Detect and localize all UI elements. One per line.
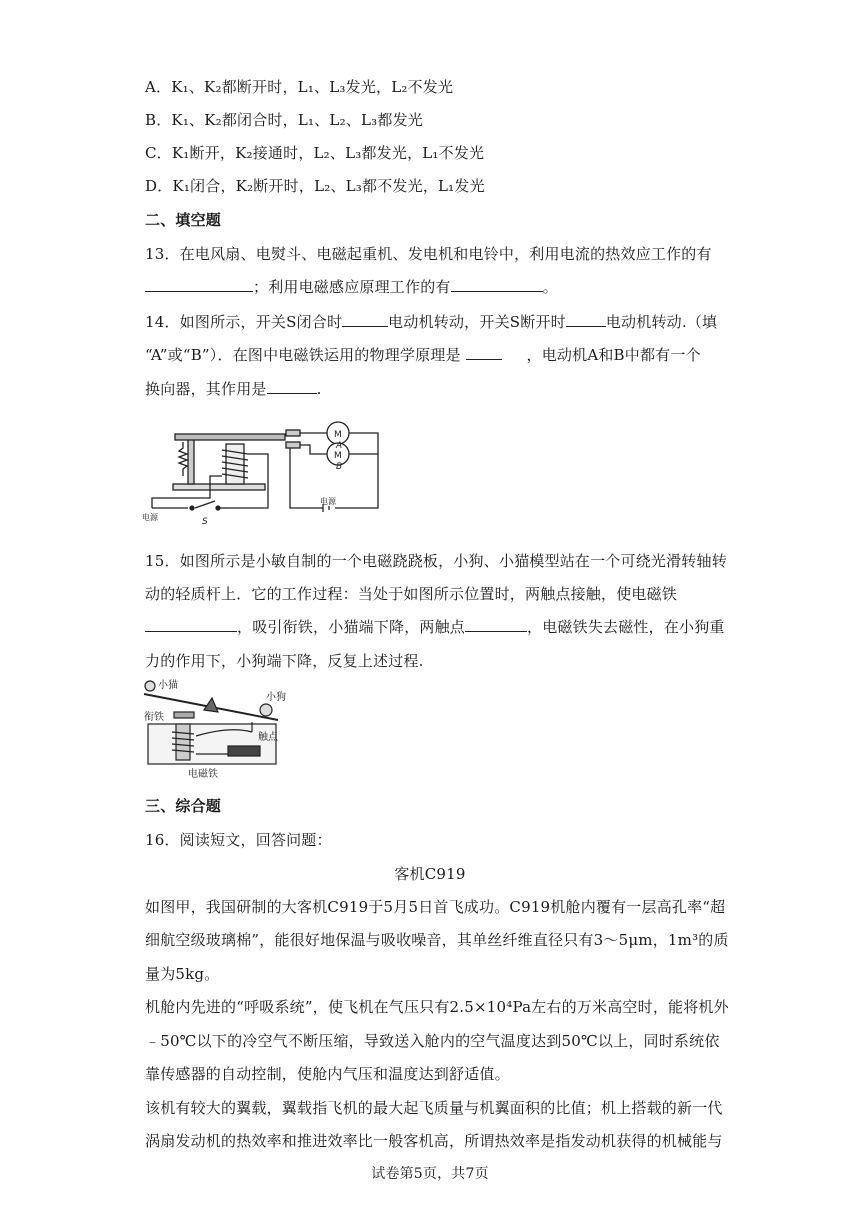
- q13-line1: 13．在电风扇、电熨斗、电磁起重机、发电机和电铃中，利用电流的热效应工作的有: [145, 245, 712, 263]
- switch-contact: [216, 506, 220, 510]
- source-left-label: 电源: [142, 513, 158, 522]
- q14-line3: [145, 378, 322, 399]
- motor-a-symbol: M: [334, 430, 342, 440]
- motor-b-symbol: M: [334, 451, 342, 461]
- pivot-post: [188, 438, 194, 484]
- q14-line2: [145, 344, 701, 365]
- q16-p1-line1: 如图甲，我国研制的大客机C919于5月5日首飞成功。C919机舱内覆有一层高孔率“超: [145, 898, 726, 916]
- relay-circuit-diagram: [140, 408, 385, 528]
- switch-label: S: [202, 517, 208, 527]
- answer-blank: [465, 617, 527, 632]
- armature: [174, 712, 194, 718]
- contact-label: 触点: [258, 732, 278, 743]
- cat-label: 小猫: [158, 680, 178, 691]
- electromagnet-core: [176, 724, 190, 760]
- wire: [152, 476, 222, 508]
- q16-p3-line2: 涡扇发动机的热效率和推进效率比一般客机高，所谓热效率是指发动机获得的机械能与: [145, 1132, 723, 1150]
- wire: [290, 448, 323, 508]
- q15-line1: 15．如图所示是小敏自制的一个电磁跷跷板，小狗、小猫模型站在一个可绕光滑转轴转: [145, 552, 727, 570]
- q14-text: “A”或“B”）．在图中电磁铁运用的物理学原理是: [145, 346, 461, 364]
- base-plate: [173, 484, 265, 490]
- q14-line1: [145, 311, 717, 332]
- motor-a-label: A: [336, 441, 343, 451]
- q14-text: 14．如图所示，开关S闭合时: [145, 313, 343, 331]
- page-footer: 试卷第5页，共7页: [371, 1166, 489, 1182]
- q14-text: 电动机转动，开关S断开时: [388, 313, 566, 331]
- switch-lever: [195, 501, 215, 508]
- option-c: C．K₁断开，K₂接通时，L₂、L₃都发光，L₁不发光: [145, 144, 485, 162]
- section-heading-comprehensive: 三、综合题: [145, 797, 222, 815]
- answer-blank: [342, 312, 388, 327]
- q16-p1-line2: 细航空级玻璃棉”，能很好地保温与吸收噪音，其单丝纤维直径只有3～5μm，1m³的质: [145, 931, 729, 949]
- q15-text: ，吸引衔铁，小猫端下降，两触点: [237, 618, 466, 636]
- answer-blank: [466, 345, 502, 360]
- option-a: A．K₁、K₂都断开时，L₁、L₃发光，L₂不发光: [145, 78, 454, 96]
- pivot: [204, 698, 218, 712]
- q16-intro: 16．阅读短文，回答问题：: [145, 831, 332, 849]
- electromagnet-label: 电磁铁: [188, 769, 218, 780]
- lower-contact: [286, 442, 300, 448]
- dog-label: 小狗: [266, 692, 286, 703]
- base-box: [148, 724, 276, 764]
- answer-blank: [566, 312, 606, 327]
- answer-blank: [451, 277, 543, 292]
- q13-text: ；利用电磁感应原理工作的有: [253, 278, 451, 296]
- source-right-label: 电源: [320, 497, 336, 506]
- upper-contact: [286, 430, 300, 436]
- q16-p1-line3: 量为5kg。: [145, 965, 220, 983]
- answer-blank: [267, 379, 317, 394]
- q15-text: ，电磁铁失去磁性，在小狗重: [527, 618, 725, 636]
- q13-line2: [145, 276, 558, 297]
- q14-text: ，电动机A和B中都有一个: [526, 346, 701, 364]
- answer-blank: [145, 617, 237, 632]
- wire: [349, 433, 378, 454]
- armature-bar: [175, 434, 285, 440]
- option-d: D．K₁闭合，K₂断开时，L₂、L₃都不发光，L₁发光: [145, 177, 485, 195]
- spring: [179, 442, 187, 476]
- q16-p2-line2: ﹣50℃以下的冷空气不断压缩，导致送入舱内的空气温度达到50℃以上，同时系统依: [145, 1032, 720, 1050]
- article-title: 客机C919: [394, 865, 466, 883]
- q15-line4: 力的作用下，小狗端下降，反复上述过程.: [145, 652, 424, 670]
- wire: [300, 445, 327, 454]
- q15-line2: 动的轻质杆上．它的工作过程：当处于如图所示位置时，两触点接触，使电磁铁: [145, 585, 678, 603]
- battery: [228, 746, 260, 756]
- option-b: B．K₁、K₂都闭合时，L₁、L₂、L₃都发光: [145, 111, 423, 129]
- q14-text: 换向器，其作用是: [145, 380, 267, 398]
- seesaw-diagram: [140, 676, 290, 781]
- q15-line3: [145, 616, 725, 637]
- q16-p2-line3: 靠传感器的自动控制，使舱内气压和温度达到舒适值。: [145, 1065, 510, 1083]
- section-heading-fill-blank: 二、填空题: [145, 211, 222, 229]
- answer-blank: [145, 277, 253, 292]
- dog-model: [260, 704, 272, 716]
- switch-contact: [190, 506, 194, 510]
- q16-p2-line1: 机舱内先进的“呼吸系统”，使飞机在气压只有2.5×10⁴Pa左右的万米高空时，能将机外: [145, 998, 729, 1016]
- armature-label: 衔铁: [144, 712, 164, 723]
- q16-p3-line1: 该机有较大的翼载，翼载指飞机的最大起飞质量与机翼面积的比值；机上搭载的新一代: [145, 1099, 723, 1117]
- q14-text: .: [316, 380, 322, 398]
- cat-model: [145, 681, 155, 691]
- q14-text: 电动机转动.（填: [605, 313, 718, 331]
- q13-text: 。: [542, 278, 558, 296]
- motor-b-label: B: [336, 462, 343, 472]
